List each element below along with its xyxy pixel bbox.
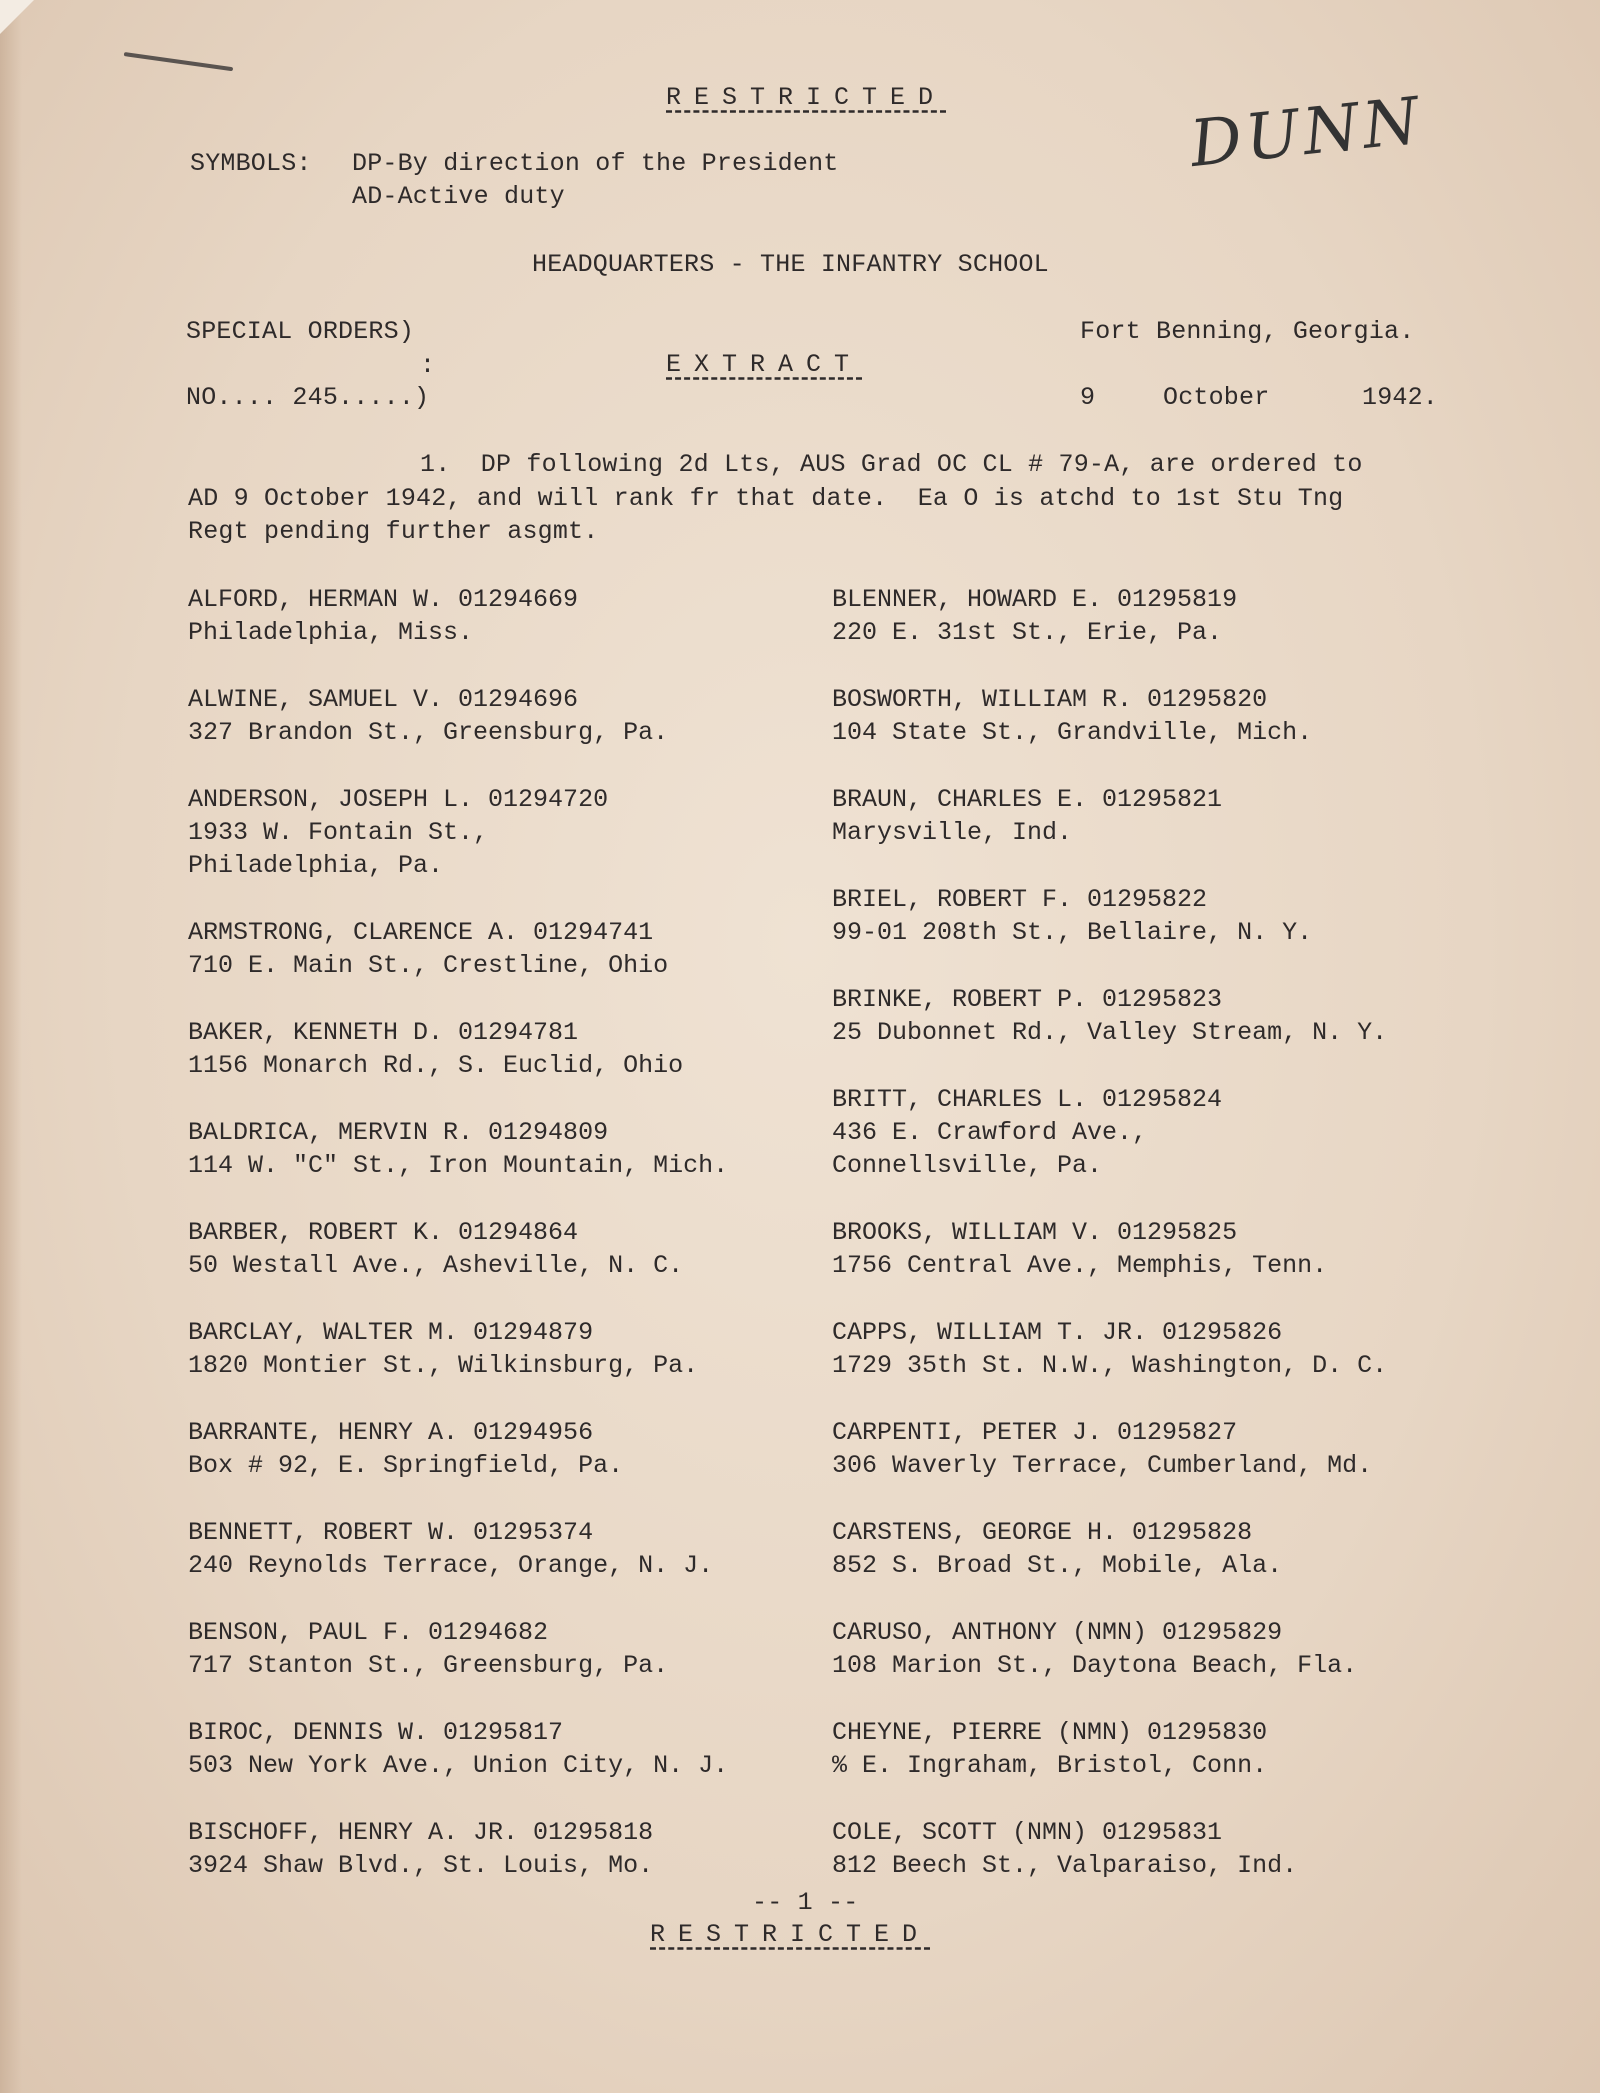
- officer-address: 1756 Central Ave., Memphis, Tenn.: [832, 1251, 1328, 1280]
- officer-entry: [188, 683, 668, 749]
- special-orders-colon: :: [420, 351, 436, 380]
- folded-corner: [0, 0, 34, 34]
- date-month: October: [1163, 383, 1270, 412]
- special-orders-label: SPECIAL ORDERS): [186, 317, 415, 346]
- officer-name-serial: BENSON, PAUL F. 01294682: [188, 1618, 549, 1647]
- officer-address: Box # 92, E. Springfield, Pa.: [188, 1451, 624, 1480]
- officer-name-serial: ALFORD, HERMAN W. 01294669: [188, 585, 579, 614]
- headquarters-title: HEADQUARTERS - THE INFANTRY SCHOOL: [532, 250, 1049, 279]
- officer-entry: [832, 1816, 1297, 1882]
- handwritten-name: DUNN: [1186, 84, 1427, 182]
- officer-entry: [832, 1716, 1267, 1782]
- officer-address: Philadelphia, Pa.: [188, 851, 444, 880]
- location: Fort Benning, Georgia.: [1080, 317, 1415, 346]
- symbol-dp: DP-By direction of the President: [352, 149, 839, 178]
- officer-name-serial: CARUSO, ANTHONY (NMN) 01295829: [832, 1618, 1283, 1647]
- officer-address: 50 Westall Ave., Asheville, N. C.: [188, 1251, 684, 1280]
- symbols-label: SYMBOLS:: [190, 149, 312, 178]
- officer-address: 710 E. Main St., Crestline, Ohio: [188, 951, 669, 980]
- officer-address: 436 E. Crawford Ave.,: [832, 1118, 1148, 1147]
- officer-entry: [188, 1616, 668, 1682]
- order-number: NO.... 245.....): [186, 383, 430, 412]
- officer-entry: [832, 983, 1387, 1049]
- officer-address: 812 Beech St., Valparaiso, Ind.: [832, 1851, 1298, 1880]
- paper-edge-shadow: [0, 0, 22, 2093]
- officer-address: 25 Dubonnet Rd., Valley Stream, N. Y.: [832, 1018, 1388, 1047]
- restricted-footer: RESTRICTED: [650, 1920, 931, 1949]
- officer-address: 104 State St., Grandville, Mich.: [832, 718, 1313, 747]
- officer-name-serial: BOSWORTH, WILLIAM R. 01295820: [832, 685, 1268, 714]
- officer-entry: [188, 1816, 653, 1882]
- officer-address: Philadelphia, Miss.: [188, 618, 474, 647]
- officer-address: 114 W. "C" St., Iron Mountain, Mich.: [188, 1151, 729, 1180]
- officer-address: 220 E. 31st St., Erie, Pa.: [832, 618, 1223, 647]
- officer-entry: [832, 583, 1237, 649]
- staple-mark: [124, 52, 233, 71]
- officer-entry: [832, 1316, 1387, 1382]
- officer-entry: [188, 583, 578, 649]
- officer-address: 1933 W. Fontain St.,: [188, 818, 489, 847]
- officer-address: 503 New York Ave., Union City, N. J.: [188, 1751, 729, 1780]
- officer-entry: [832, 683, 1312, 749]
- paragraph-line-3: Regt pending further asgmt.: [188, 517, 599, 546]
- symbol-ad: AD-Active duty: [352, 182, 565, 211]
- officer-entry: [832, 1616, 1357, 1682]
- date-day: 9: [1080, 383, 1096, 412]
- officer-address: 717 Stanton St., Greensburg, Pa.: [188, 1651, 669, 1680]
- officer-name-serial: CARPENTI, PETER J. 01295827: [832, 1418, 1238, 1447]
- officer-address: % E. Ingraham, Bristol, Conn.: [832, 1751, 1268, 1780]
- officer-entry: [188, 783, 608, 882]
- paragraph-line-1: 1. DP following 2d Lts, AUS Grad OC CL # 79-A, are ordered to: [420, 450, 1363, 479]
- officer-name-serial: BARCLAY, WALTER M. 01294879: [188, 1318, 594, 1347]
- officer-address: 327 Brandon St., Greensburg, Pa.: [188, 718, 669, 747]
- officer-name-serial: BALDRICA, MERVIN R. 01294809: [188, 1118, 609, 1147]
- officer-address: 240 Reynolds Terrace, Orange, N. J.: [188, 1551, 714, 1580]
- officer-address: 1156 Monarch Rd., S. Euclid, Ohio: [188, 1051, 684, 1080]
- officer-entry: [188, 1016, 683, 1082]
- officer-address: Connellsville, Pa.: [832, 1151, 1103, 1180]
- officer-entry: [188, 1716, 728, 1782]
- officer-name-serial: BARRANTE, HENRY A. 01294956: [188, 1418, 594, 1447]
- officer-name-serial: ARMSTRONG, CLARENCE A. 01294741: [188, 918, 654, 947]
- officer-address: 3924 Shaw Blvd., St. Louis, Mo.: [188, 1851, 654, 1880]
- officer-entry: [188, 1416, 623, 1482]
- officer-name-serial: BAKER, KENNETH D. 01294781: [188, 1018, 579, 1047]
- officer-name-serial: COLE, SCOTT (NMN) 01295831: [832, 1818, 1223, 1847]
- officer-name-serial: BRIEL, ROBERT F. 01295822: [832, 885, 1208, 914]
- officer-entry: [832, 1516, 1282, 1582]
- paragraph-line-2: AD 9 October 1942, and will rank fr that date. Ea O is atchd to 1st Stu Tng: [188, 484, 1344, 513]
- officer-entry: [188, 1116, 728, 1182]
- officer-entry: [832, 883, 1312, 949]
- officer-entry: [832, 1216, 1327, 1282]
- officer-name-serial: CARSTENS, GEORGE H. 01295828: [832, 1518, 1253, 1547]
- extract-heading: EXTRACT: [666, 350, 863, 379]
- restricted-header: RESTRICTED: [666, 83, 947, 112]
- officer-address: 1729 35th St. N.W., Washington, D. C.: [832, 1351, 1388, 1380]
- officer-address: 1820 Montier St., Wilkinsburg, Pa.: [188, 1351, 699, 1380]
- officer-name-serial: BROOKS, WILLIAM V. 01295825: [832, 1218, 1238, 1247]
- date-year: 1942.: [1362, 383, 1439, 412]
- officer-entry: [188, 1216, 683, 1282]
- officer-address: 306 Waverly Terrace, Cumberland, Md.: [832, 1451, 1373, 1480]
- officer-entry: [188, 1516, 713, 1582]
- page-number: -- 1 --: [752, 1888, 859, 1917]
- officer-name-serial: BLENNER, HOWARD E. 01295819: [832, 585, 1238, 614]
- officer-name-serial: CHEYNE, PIERRE (NMN) 01295830: [832, 1718, 1268, 1747]
- officer-name-serial: BRITT, CHARLES L. 01295824: [832, 1085, 1223, 1114]
- officer-entry: [832, 1416, 1372, 1482]
- officer-entry: [188, 1316, 698, 1382]
- officer-address: 852 S. Broad St., Mobile, Ala.: [832, 1551, 1283, 1580]
- officer-name-serial: CAPPS, WILLIAM T. JR. 01295826: [832, 1318, 1283, 1347]
- officer-entry: [832, 1083, 1222, 1182]
- officer-address: 99-01 208th St., Bellaire, N. Y.: [832, 918, 1313, 947]
- officer-name-serial: ALWINE, SAMUEL V. 01294696: [188, 685, 579, 714]
- officer-name-serial: BIROC, DENNIS W. 01295817: [188, 1718, 564, 1747]
- officer-name-serial: BISCHOFF, HENRY A. JR. 01295818: [188, 1818, 654, 1847]
- officer-name-serial: BENNETT, ROBERT W. 01295374: [188, 1518, 594, 1547]
- officer-entry: [832, 783, 1222, 849]
- officer-name-serial: BRAUN, CHARLES E. 01295821: [832, 785, 1223, 814]
- officer-name-serial: BARBER, ROBERT K. 01294864: [188, 1218, 579, 1247]
- officer-name-serial: BRINKE, ROBERT P. 01295823: [832, 985, 1223, 1014]
- officer-entry: [188, 916, 668, 982]
- officer-address: Marysville, Ind.: [832, 818, 1073, 847]
- officer-name-serial: ANDERSON, JOSEPH L. 01294720: [188, 785, 609, 814]
- officer-address: 108 Marion St., Daytona Beach, Fla.: [832, 1651, 1358, 1680]
